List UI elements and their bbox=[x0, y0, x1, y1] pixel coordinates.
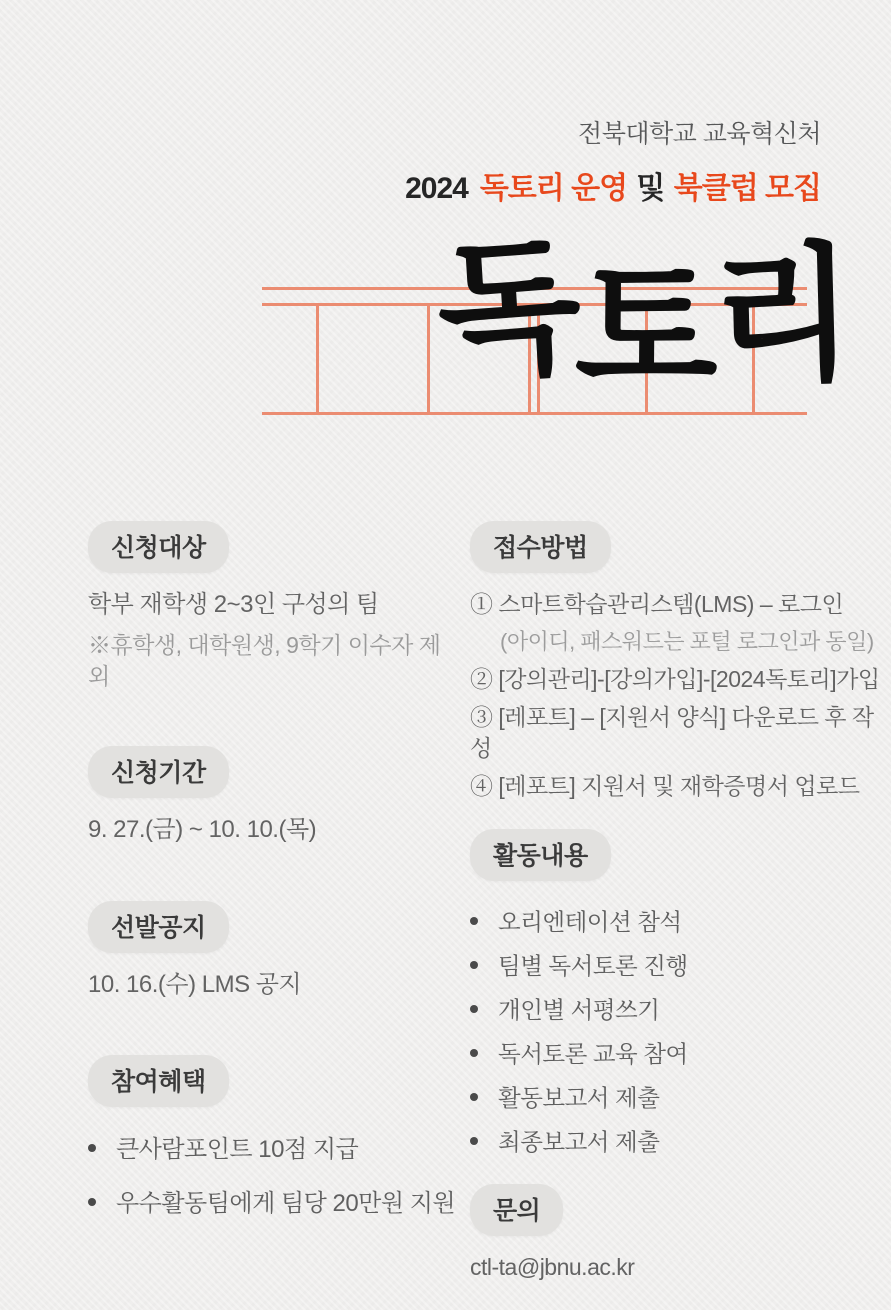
list-item bbox=[470, 947, 880, 981]
title-year: 2024 bbox=[405, 172, 468, 205]
list-item bbox=[88, 1129, 458, 1164]
application-target-text-line: 학부 재학생 2~3인 구성의 팀 bbox=[88, 591, 379, 618]
bullet-icon bbox=[470, 961, 478, 969]
application-period-text-line: 9. 27.(금) ~ 10. 10.(목) bbox=[88, 816, 317, 844]
header bbox=[405, 114, 821, 207]
bullet-text: 최종보고서 제출 bbox=[498, 1128, 660, 1155]
application-method-text-line: ① 스마트학습관리스템(LMS) – 로그인 bbox=[470, 591, 844, 617]
section-application-period bbox=[88, 746, 458, 846]
bullet-icon bbox=[470, 1049, 478, 1057]
shelf-divider bbox=[427, 303, 430, 415]
right-column bbox=[470, 521, 880, 1310]
application-method-text-line: ③ [레포트] – [지원서 양식] 다운로드 후 작성 bbox=[470, 703, 874, 761]
section-contact bbox=[470, 1184, 880, 1283]
bullet-icon bbox=[470, 917, 478, 925]
bullet-icon bbox=[470, 1005, 478, 1013]
bullet-icon bbox=[470, 1093, 478, 1101]
section-benefits bbox=[88, 1055, 458, 1218]
application-method-badge: 접수방법 bbox=[470, 521, 611, 573]
title-program: 독토리 운영 bbox=[479, 172, 628, 205]
list-item bbox=[470, 1079, 880, 1113]
poster-title bbox=[405, 163, 821, 207]
bullet-text: 활동보고서 제출 bbox=[498, 1084, 660, 1111]
selection-notice-badge: 선발공지 bbox=[88, 901, 229, 953]
bullet-text: 오리엔테이션 참석 bbox=[498, 908, 682, 935]
selection-notice-text-line: 10. 16.(수) LMS 공지 bbox=[88, 970, 302, 998]
list-item bbox=[470, 1035, 880, 1069]
bullet-text: 큰사람포인트 10점 지급 bbox=[116, 1136, 359, 1164]
list-item bbox=[88, 1183, 458, 1218]
bullet-icon bbox=[88, 1144, 96, 1152]
org-name: 전북대학교 교육혁신처 bbox=[578, 120, 821, 148]
activities-badge: 활동내용 bbox=[470, 829, 611, 881]
bullet-text: 독서토론 교육 참여 bbox=[498, 1040, 688, 1067]
benefits-list bbox=[88, 1129, 458, 1218]
bullet-text: 개인별 서평쓰기 bbox=[498, 996, 660, 1023]
bullet-text: 우수활동팀에게 팀당 20만원 지원 bbox=[116, 1190, 456, 1218]
left-column bbox=[88, 521, 458, 1272]
application-target-text-line: ※휴학생, 대학원생, 9학기 이수자 제외 bbox=[88, 632, 441, 690]
shelf-divider bbox=[316, 303, 319, 415]
calligraphy-char: 토 bbox=[574, 246, 713, 413]
application-target-badge: 신청대상 bbox=[88, 521, 229, 573]
title-and: 및 bbox=[636, 172, 665, 205]
bullet-text: 팀별 독서토론 진행 bbox=[498, 952, 688, 979]
list-item bbox=[470, 1123, 880, 1157]
benefits-badge: 참여혜택 bbox=[88, 1055, 229, 1107]
list-item bbox=[470, 991, 880, 1025]
section-activities bbox=[470, 829, 880, 1157]
contact-badge: 문의 bbox=[470, 1184, 563, 1236]
title-bookclub: 북클럽 모집 bbox=[673, 172, 821, 205]
section-selection-notice bbox=[88, 901, 458, 1001]
calligraphy-title bbox=[432, 224, 851, 443]
contact-text-line: ctl-ta@jbnu.ac.kr bbox=[470, 1253, 635, 1280]
application-method-text-line: ② [강의관리]-[강의가입]-[2024독토리]가입 bbox=[470, 665, 880, 692]
section-application-method bbox=[470, 521, 880, 802]
list-item bbox=[470, 903, 880, 937]
bullet-icon bbox=[88, 1198, 96, 1206]
application-method-text-line: (아이디, 패스워드는 포털 로그인과 동일) bbox=[500, 629, 874, 655]
bullet-icon bbox=[470, 1137, 478, 1145]
application-method-text-line: ④ [레포트] 지원서 및 재학증명서 업로드 bbox=[470, 772, 860, 799]
calligraphy-char: 리 bbox=[709, 231, 851, 401]
section-application-target bbox=[88, 521, 458, 692]
application-period-badge: 신청기간 bbox=[88, 746, 229, 798]
activities-list bbox=[470, 903, 880, 1157]
calligraphy-char: 독 bbox=[432, 224, 580, 398]
